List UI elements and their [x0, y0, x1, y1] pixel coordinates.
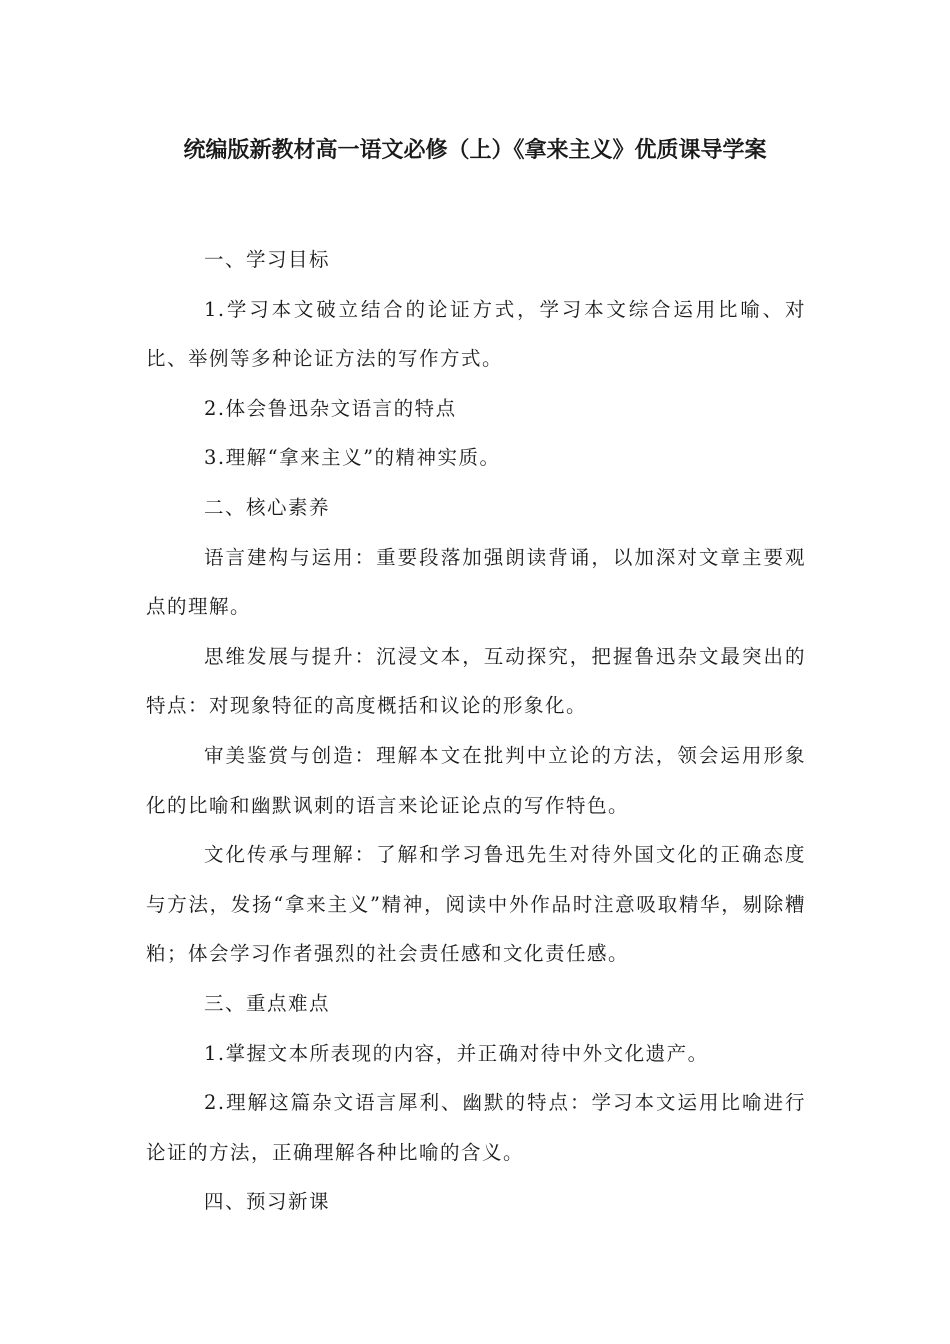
section-heading-core-literacy: 二、核心素养 [204, 495, 331, 519]
goal-item-3: 3.理解“拿来主义”的精神实质。 [204, 446, 501, 470]
section-heading-key-points: 三、重点难点 [204, 991, 331, 1015]
section-heading-learning-goals: 一、学习目标 [204, 248, 331, 271]
section-heading-preview: 四、预习新课 [204, 1190, 331, 1214]
goal-item-2: 2.体会鲁迅杂文语言的特点 [204, 396, 457, 420]
literacy-thinking: 思维发展与提升：沉浸文本，互动探究，把握鲁迅杂文最突出的特点：对现象特征的高度概括和议论的形象化。 [146, 644, 806, 718]
literacy-language: 语言建构与运用：重要段落加强朗读背诵，以加深对文章主要观点的理解。 [146, 545, 806, 619]
document-body [146, 235, 806, 1227]
literacy-culture: 文化传承与理解：了解和学习鲁迅先生对待外国文化的正确态度与方法，发扬“拿来主义”精神，阅读中外作品时注意吸取精华，剔除糟粕；体会学习作者强烈的社会责任感和文化责任感。 [146, 843, 806, 966]
document-title: 统编版新教材高一语文必修（上）《拿来主义》优质课导学案 [183, 138, 767, 163]
goal-item-1: 1.学习本文破立结合的论证方式，学习本文综合运用比喻、对比、举例等多种论证方法的写作方式。 [146, 297, 806, 371]
key-point-2: 2.理解这篇杂文语言犀利、幽默的特点：学习本文运用比喻进行论证的方法，正确理解各种比喻的含义。 [146, 1091, 806, 1164]
literacy-aesthetics: 审美鉴赏与创造：理解本文在批判中立论的方法，领会运用形象化的比喻和幽默讽刺的语言来论证论点的写作特色。 [146, 743, 806, 817]
key-point-1: 1.掌握文本所表现的内容，并正确对待中外文化遗产。 [204, 1041, 709, 1065]
